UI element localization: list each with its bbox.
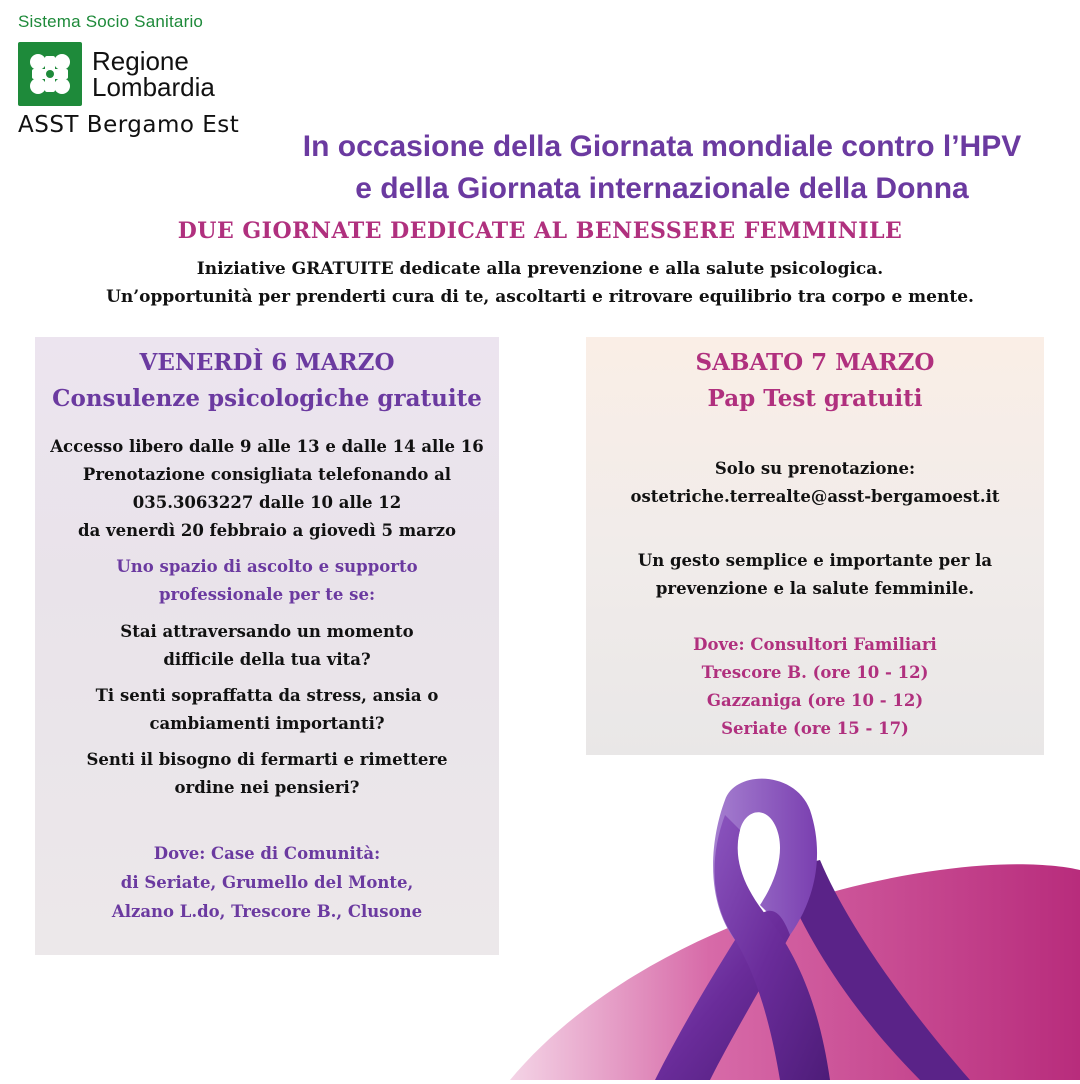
ribbon-decoration bbox=[470, 760, 1080, 1080]
question-line: difficile della tua vita? bbox=[163, 650, 371, 669]
access-line: Accesso libero dalle 9 alle 13 e dalle 14 alle 16 bbox=[50, 437, 484, 456]
gesture-line: Un gesto semplice e importante per la bbox=[637, 551, 993, 570]
region-name-line1: Regione bbox=[92, 46, 189, 76]
right-card-where bbox=[586, 631, 1044, 743]
right-card-date: SABATO 7 MARZO bbox=[695, 349, 935, 376]
headline-line1: In occasione della Giornata mondiale contro l’HPV bbox=[302, 130, 1022, 163]
intro-line2: Un’opportunità per prenderti cura di te, ascoltarti e ritrovare equilibrio tra corpo e mente. bbox=[106, 287, 974, 307]
booking-email[interactable]: ostetriche.terrealte@asst-bergamoest.it bbox=[630, 487, 1000, 506]
right-card-booking bbox=[586, 455, 1044, 511]
where-line: di Seriate, Grumello del Monte, bbox=[120, 873, 414, 892]
where-line: Dove: Consultori Familiari bbox=[693, 635, 937, 654]
left-card-where bbox=[35, 839, 499, 926]
left-card-access bbox=[35, 433, 499, 545]
access-line: da venerdì 20 febbraio a giovedì 5 marzo bbox=[78, 521, 456, 540]
intro-line1: Iniziative GRATUITE dedicate alla prevenzione e alla salute psicologica. bbox=[196, 259, 884, 279]
question-line: Senti il bisogno di fermarti e rimettere bbox=[86, 750, 448, 769]
right-card-title: Pap Test gratuiti bbox=[707, 385, 923, 412]
space-line: Uno spazio di ascolto e supporto bbox=[116, 557, 418, 576]
page-subtitle: DUE GIORNATE DEDICATE AL BENESSERE FEMMINILE bbox=[177, 218, 903, 244]
awareness-ribbon-icon bbox=[470, 760, 1080, 1080]
intro-text bbox=[0, 255, 1080, 311]
region-name-line2: Lombardia bbox=[92, 72, 215, 102]
pap-test-card bbox=[586, 337, 1044, 755]
left-card-question-3 bbox=[35, 746, 499, 802]
system-label: Sistema Socio Sanitario bbox=[18, 12, 204, 31]
question-line: Ti senti sopraffatta da stress, ansia o bbox=[95, 686, 439, 705]
region-logo bbox=[18, 42, 82, 106]
left-card-question-2 bbox=[35, 682, 499, 738]
where-line: Trescore B. (ore 10 - 12) bbox=[701, 663, 929, 682]
where-line: Dove: Case di Comunità: bbox=[153, 844, 381, 863]
question-line: ordine nei pensieri? bbox=[174, 778, 360, 797]
lombardia-rose-icon bbox=[18, 42, 82, 106]
space-line: professionale per te se: bbox=[158, 585, 376, 604]
gesture-line: prevenzione e la salute femminile. bbox=[655, 579, 975, 598]
where-line: Seriate (ore 15 - 17) bbox=[721, 719, 909, 738]
left-card-question-1 bbox=[35, 618, 499, 674]
left-card-date: VENERDÌ 6 MARZO bbox=[139, 349, 395, 376]
access-line: 035.3063227 dalle 10 alle 12 bbox=[132, 493, 402, 512]
region-name bbox=[92, 48, 215, 100]
asst-name: ASST Bergamo Est bbox=[18, 112, 240, 138]
headline-line2: e della Giornata internazionale della Donna bbox=[355, 172, 969, 205]
booking-line: Solo su prenotazione: bbox=[714, 459, 916, 478]
psych-consult-card bbox=[35, 337, 499, 955]
question-line: cambiamenti importanti? bbox=[149, 714, 385, 733]
left-card-title: Consulenze psicologiche gratuite bbox=[52, 385, 482, 412]
left-card-space bbox=[35, 553, 499, 609]
page-headline bbox=[262, 126, 1062, 210]
where-line: Alzano L.do, Trescore B., Clusone bbox=[111, 902, 423, 921]
question-line: Stai attraversando un momento bbox=[120, 622, 414, 641]
where-line: Gazzaniga (ore 10 - 12) bbox=[706, 691, 924, 710]
access-line: Prenotazione consigliata telefonando al bbox=[82, 465, 452, 484]
right-card-gesture bbox=[586, 547, 1044, 603]
